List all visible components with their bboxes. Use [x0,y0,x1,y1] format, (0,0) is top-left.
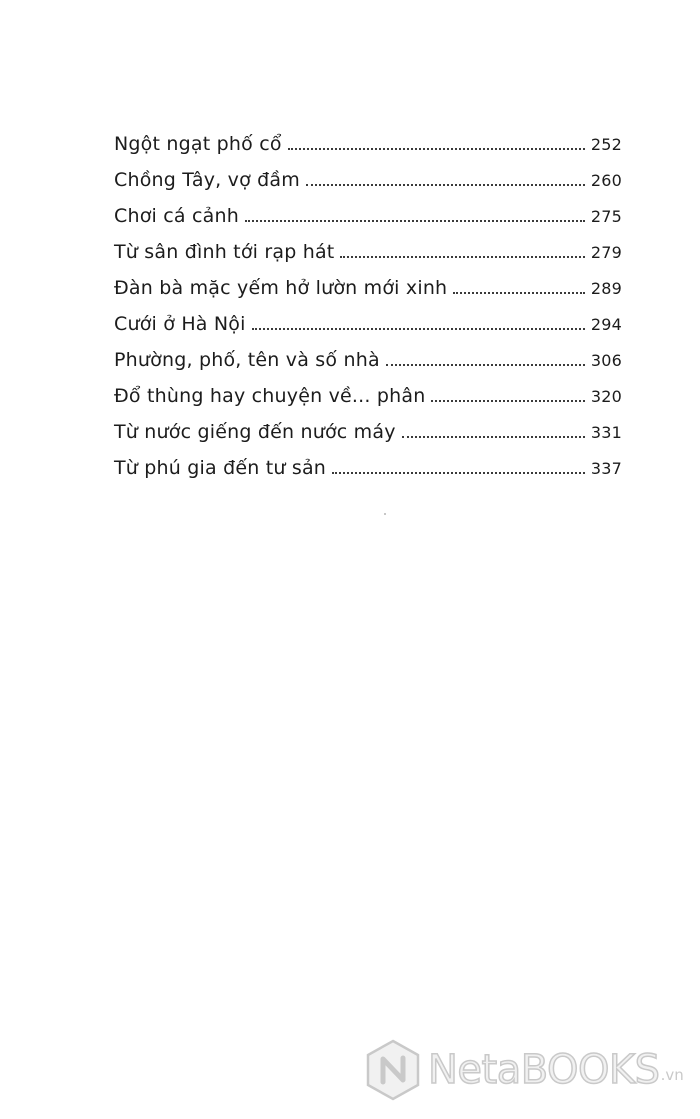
toc-entry-title: Chồng Tây, vợ đầm [114,169,300,191]
toc-entry-page: 294 [590,315,622,334]
dot-leader [306,184,585,186]
toc-entry-page: 306 [590,351,622,370]
toc-entry [114,198,622,234]
toc-entry [114,162,622,198]
toc-entry [114,378,622,414]
toc-entry-title: Ngột ngạt phố cổ [114,133,282,155]
dot-leader [402,436,585,438]
toc-entry [114,450,622,486]
toc-entry-page: 289 [590,279,622,298]
toc-entry [114,306,622,342]
toc-entry-title: Cưới ở Hà Nội [114,313,246,335]
toc-entry [114,126,622,162]
toc-entry-title: Từ phú gia đến tư sản [114,457,327,479]
watermark-brand: NetaBOOKS [428,1047,660,1093]
toc-entry-title: Chơi cá cảnh [114,205,239,227]
toc-entry-page: 252 [590,135,622,154]
toc-entry-title: Phường, phố, tên và số nhà [114,349,380,371]
toc-entry-title: Từ sân đình tới rạp hát [114,241,335,263]
toc-entry [114,270,622,306]
toc-entry-page: 279 [590,243,622,262]
dot-leader [245,220,585,222]
dot-leader [288,148,585,150]
watermark [364,1034,684,1106]
paper-speck [384,513,386,515]
toc-entry-title: Từ nước giếng đến nước máy [114,421,396,443]
dot-leader [431,400,584,402]
dot-leader [453,292,585,294]
toc-entry-page: 337 [590,459,622,478]
toc-entry [114,234,622,270]
toc-entry [114,414,622,450]
toc-entry-page: 260 [590,171,622,190]
dot-leader [386,364,585,366]
toc-entry-page: 275 [590,207,622,226]
toc-entry-title: Đổ thùng hay chuyện về... phân [114,385,426,407]
dot-leader [252,328,585,330]
watermark-suffix: .vn [660,1066,684,1084]
toc-entry-title: Đàn bà mặc yếm hở lườn mới xinh [114,277,448,299]
toc-entry-page: 320 [590,387,622,406]
table-of-contents [114,126,622,486]
toc-entry-page: 331 [590,423,622,442]
toc-entry [114,342,622,378]
dot-leader [332,472,585,474]
hexagon-n-icon [364,1038,422,1102]
dot-leader [340,256,584,258]
